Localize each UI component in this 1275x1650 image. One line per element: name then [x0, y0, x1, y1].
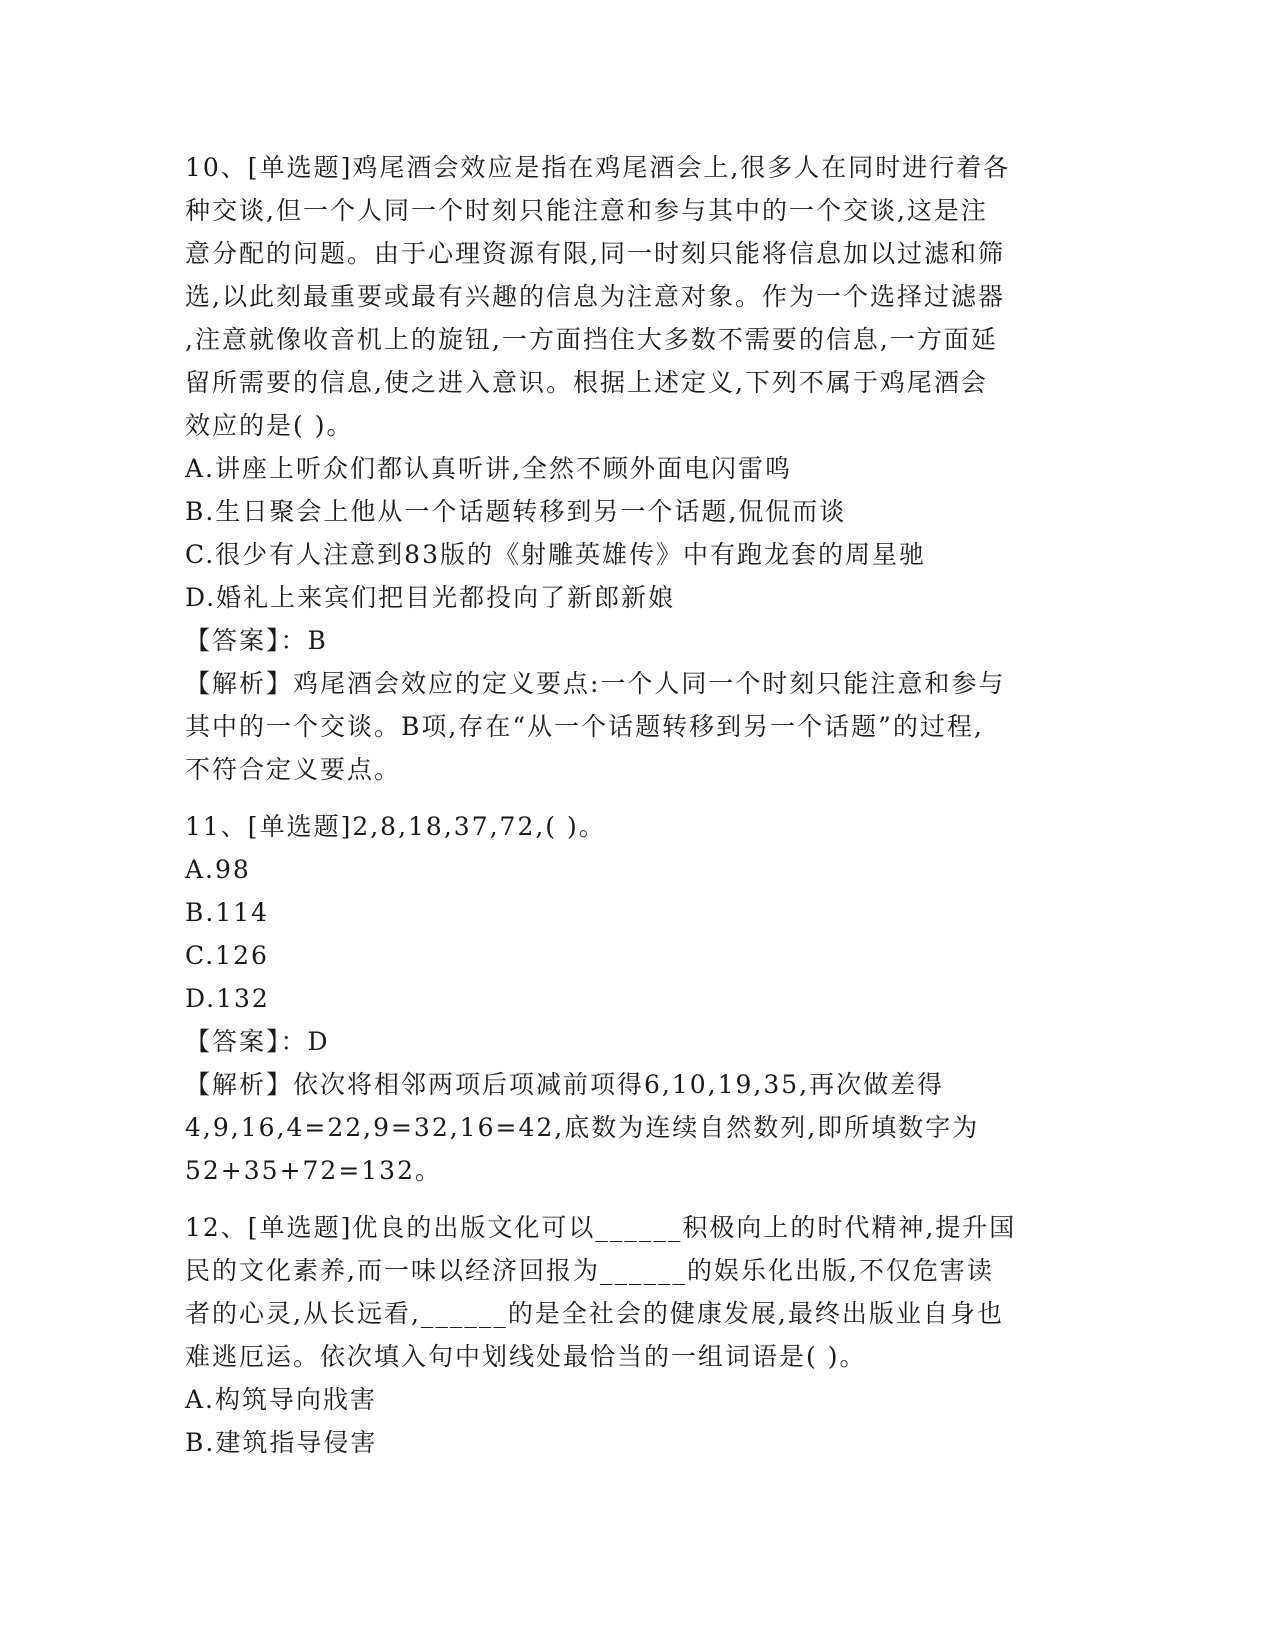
option-a: A.98	[185, 855, 251, 884]
analysis-line: 不符合定义要点。	[185, 755, 402, 784]
option-d: D.婚礼上来宾们把目光都投向了新郎新娘	[185, 583, 676, 612]
document-content	[185, 146, 1080, 1478]
question-stem-line: 种交谈,但一个人同一个时刻只能注意和参与其中的一个交谈,这是注	[185, 196, 988, 225]
question-stem-line: 民的文化素养,而一味以经济回报为______的娱乐化出版,不仅危害读	[185, 1256, 994, 1285]
question-stem-line: 选,以此刻最重要或最有兴趣的信息为注意对象。作为一个选择过滤器	[185, 282, 1005, 311]
question-stem-line: ,注意就像收音机上的旋钮,一方面挡住大多数不需要的信息,一方面延	[185, 325, 998, 354]
analysis-line: 其中的一个交谈。B项,存在“从一个话题转移到另一个话题”的过程,	[185, 712, 984, 741]
question-12	[185, 1206, 1080, 1464]
answer-label: 【答案】：B	[185, 626, 328, 655]
question-10	[185, 146, 1080, 791]
question-11	[185, 805, 1080, 1192]
analysis-line: 【解析】依次将相邻两项后项减前项得6,10,19,35,再次做差得	[185, 1070, 945, 1099]
answer-label: 【答案】：D	[185, 1027, 330, 1056]
question-stem-line: 意分配的问题。由于心理资源有限,同一时刻只能将信息加以过滤和筛	[185, 239, 1005, 268]
question-stem-line: 10、[单选题]鸡尾酒会效应是指在鸡尾酒会上,很多人在同时进行着各	[185, 153, 1011, 182]
analysis-line: 【解析】鸡尾酒会效应的定义要点:一个人同一个时刻只能注意和参与	[185, 669, 1006, 698]
option-c: C.126	[185, 941, 269, 970]
question-stem-line: 者的心灵,从长远看,______的是全社会的健康发展,最终出版业自身也	[185, 1299, 1004, 1328]
option-b: B.生日聚会上他从一个话题转移到另一个话题,侃侃而谈	[185, 497, 847, 526]
question-stem-line: 难逃厄运。依次填入句中划线处最恰当的一组词语是( )。	[185, 1342, 867, 1371]
analysis-line: 4,9,16,4=22,9=32,16=42,底数为连续自然数列,即所填数字为	[185, 1113, 980, 1142]
option-b: B.114	[185, 898, 270, 927]
question-stem-line: 12、[单选题]优良的出版文化可以______积极向上的时代精神,提升国	[185, 1213, 1017, 1242]
option-b: B.建筑指导侵害	[185, 1428, 378, 1457]
analysis-line: 52+35+72=132。	[185, 1156, 442, 1185]
question-stem-line: 留所需要的信息,使之进入意识。根据上述定义,下列不属于鸡尾酒会	[185, 368, 988, 397]
option-c: C.很少有人注意到83版的《射雕英雄传》中有跑龙套的周星驰	[185, 540, 926, 569]
question-stem-line: 11、[单选题]2,8,18,37,72,( )。	[185, 812, 606, 841]
question-stem-line: 效应的是( )。	[185, 411, 354, 440]
option-d: D.132	[185, 984, 270, 1013]
option-a: A.讲座上听众们都认真听讲,全然不顾外面电闪雷鸣	[185, 454, 792, 483]
option-a: A.构筑导向戕害	[185, 1385, 378, 1414]
